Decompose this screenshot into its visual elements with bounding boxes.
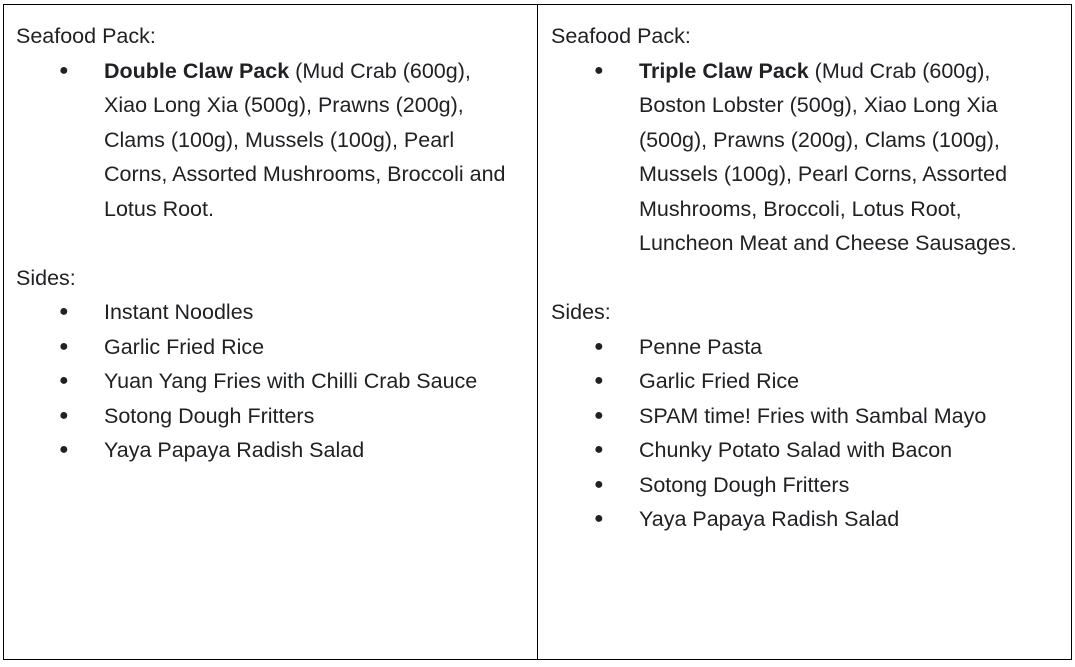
- pack-name: Triple Claw Pack: [639, 58, 809, 83]
- double-claw-cell: [4, 5, 538, 659]
- side-item: ● Sotong Dough Fritters: [639, 468, 1051, 503]
- sides-list: [551, 330, 1051, 537]
- menu-table: [3, 4, 1072, 660]
- side-item: ● Yaya Papaya Radish Salad: [639, 502, 1051, 537]
- seafood-pack-list: [551, 54, 1051, 261]
- side-item: ● Sotong Dough Fritters: [104, 399, 517, 434]
- pack-description: (Mud Crab (600g), Boston Lobster (500g), Xiao Long Xia (500g), Prawns (200g), Clams (100g), Mussels (100g), Pearl Corns, Assorted Mushrooms, Broccoli, Lotus Root, Luncheon Meat and Cheese Sausages.: [639, 58, 1017, 255]
- seafood-pack-list: [16, 54, 517, 227]
- seafood-pack-item: [639, 54, 1051, 261]
- seafood-pack-item: [104, 54, 517, 227]
- side-item: ● Garlic Fried Rice: [104, 330, 517, 365]
- pack-description: (Mud Crab (600g), Xiao Long Xia (500g), Prawns (200g), Clams (100g), Mussels (100g), Pearl Corns, Assorted Mushrooms, Broccoli and Lotus Root.: [104, 58, 506, 221]
- sides-heading: Sides:: [16, 265, 76, 290]
- side-item: ● Yaya Papaya Radish Salad: [104, 433, 517, 468]
- paragraph-spacer: [551, 261, 1051, 296]
- side-item: ● Chunky Potato Salad with Bacon: [639, 433, 1051, 468]
- side-item: ● Instant Noodles: [104, 295, 517, 330]
- paragraph-spacer: [16, 226, 517, 261]
- sides-list: [16, 295, 517, 468]
- side-item: ● Garlic Fried Rice: [639, 364, 1051, 399]
- triple-claw-cell: [538, 5, 1071, 659]
- seafood-pack-heading: Seafood Pack:: [16, 24, 156, 48]
- sides-heading: Sides:: [551, 300, 611, 324]
- side-item: ● SPAM time! Fries with Sambal Mayo: [639, 399, 1051, 434]
- seafood-pack-heading: Seafood Pack:: [551, 24, 691, 48]
- pack-name: Double Claw Pack: [104, 58, 290, 83]
- side-item: ● Penne Pasta: [639, 330, 1051, 365]
- side-item: ● Yuan Yang Fries with Chilli Crab Sauce: [104, 364, 517, 399]
